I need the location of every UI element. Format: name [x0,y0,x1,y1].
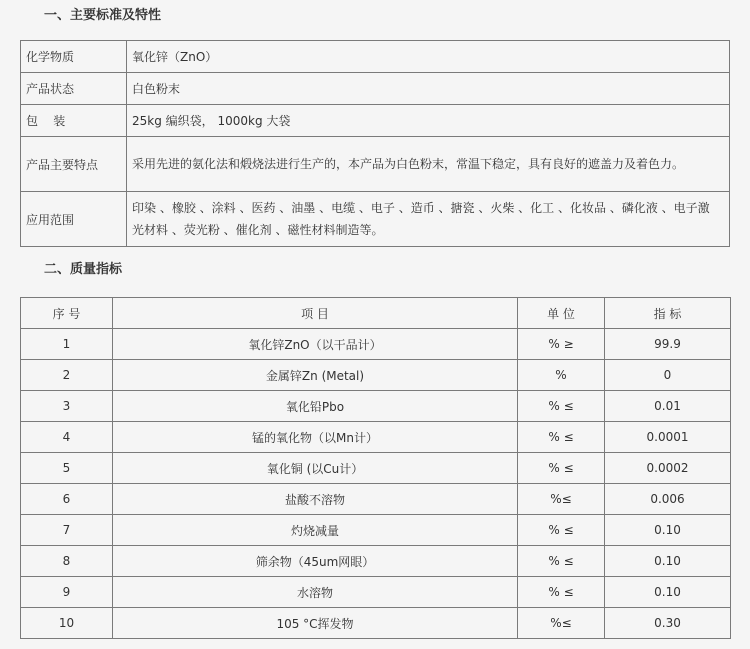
cell-spec: 0.01 [605,391,731,422]
cell-item: 灼烧减量 [113,515,518,546]
cell-index: 6 [21,484,113,515]
cell-unit: % ≤ [518,391,605,422]
cell-unit: % ≤ [518,515,605,546]
cell-spec: 0.0001 [605,422,731,453]
row-label-features: 产品主要特点 [21,137,127,192]
cell-spec: 0.006 [605,484,731,515]
header-index: 序 号 [21,298,113,329]
cell-item: 盐酸不溶物 [113,484,518,515]
cell-index: 10 [21,608,113,639]
cell-spec: 0.10 [605,577,731,608]
table-row [21,73,730,105]
table-row [21,137,730,192]
cell-item: 金属锌Zn (Metal) [113,360,518,391]
cell-index: 9 [21,577,113,608]
table-row [21,41,730,73]
row-label-chemical: 化学物质 [21,41,127,73]
table-row [21,329,731,360]
cell-item: 氧化铅Pbo [113,391,518,422]
cell-item: 筛余物（45um网眼） [113,546,518,577]
cell-unit: % ≤ [518,453,605,484]
table-row [21,484,731,515]
row-value-state: 白色粉末 [127,73,730,105]
header-item: 项 目 [113,298,518,329]
table-row [21,105,730,137]
cell-unit: % ≤ [518,422,605,453]
cell-index: 5 [21,453,113,484]
cell-spec: 0 [605,360,731,391]
table-row [21,422,731,453]
row-value-features: 采用先进的氨化法和煅烧法进行生产的，本产品为白色粉末，常温下稳定，具有良好的遮盖力及着色力。 [127,137,730,192]
cell-unit: %≤ [518,484,605,515]
cell-unit: % ≤ [518,577,605,608]
table-row [21,546,731,577]
cell-spec: 99.9 [605,329,731,360]
row-value-chemical: 氧化锌（ZnO） [127,41,730,73]
cell-index: 3 [21,391,113,422]
cell-spec: 0.10 [605,546,731,577]
cell-item: 氧化铜 (以Cu计） [113,453,518,484]
table-row [21,453,731,484]
header-unit: 单 位 [518,298,605,329]
standards-table [20,40,730,247]
table-row [21,391,731,422]
row-value-applications: 印染 、橡胶 、涂料 、医药 、油墨 、电缆 、电子 、造币 、搪瓷 、火柴 、化工 、化妆品 、磷化液 、电子激光材料 、荧光粉 、催化剂 、磁性材料制造等。 [127,192,730,247]
cell-index: 7 [21,515,113,546]
quality-table [20,297,731,639]
cell-item: 氧化锌ZnO（以干品计） [113,329,518,360]
row-label-state: 产品状态 [21,73,127,105]
table-row [21,608,731,639]
cell-unit: %≤ [518,608,605,639]
cell-unit: % [518,360,605,391]
section-heading-standards: 一、主要标准及特性 [44,8,162,23]
cell-spec: 0.10 [605,515,731,546]
cell-index: 8 [21,546,113,577]
row-label-applications: 应用范围 [21,192,127,247]
table-header-row [21,298,731,329]
header-spec: 指 标 [605,298,731,329]
table-row [21,192,730,247]
table-row [21,360,731,391]
cell-unit: % ≤ [518,546,605,577]
cell-index: 1 [21,329,113,360]
row-label-packaging: 包 装 [21,105,127,137]
cell-index: 2 [21,360,113,391]
cell-unit: % ≥ [518,329,605,360]
section-heading-quality: 二、质量指标 [44,262,123,277]
table-row [21,577,731,608]
cell-item: 水溶物 [113,577,518,608]
table-row [21,515,731,546]
row-value-packaging: 25kg 编织袋， 1000kg 大袋 [127,105,730,137]
cell-spec: 0.30 [605,608,731,639]
cell-item: 锰的氧化物（以Mn计） [113,422,518,453]
cell-spec: 0.0002 [605,453,731,484]
cell-item: 105 °C挥发物 [113,608,518,639]
cell-index: 4 [21,422,113,453]
